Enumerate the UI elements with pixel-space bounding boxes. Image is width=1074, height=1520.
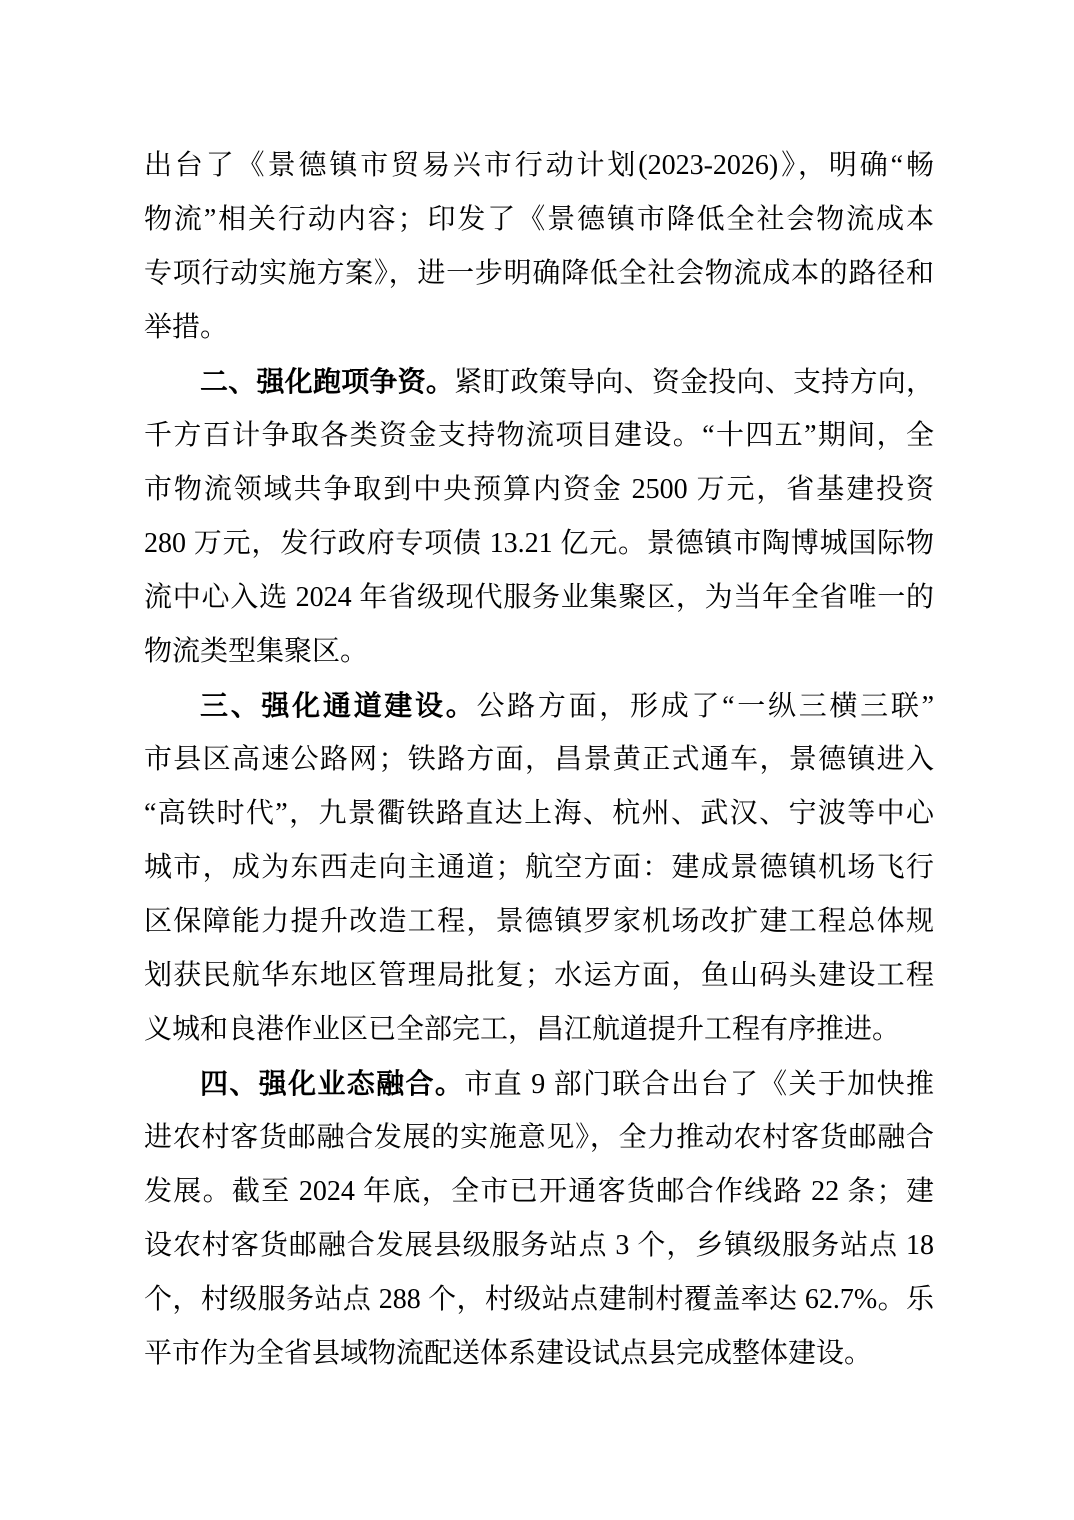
text-line: 千方百计争取各类资金支持物流项目建设。“十四五”期间，全 — [144, 420, 934, 451]
text-line: 市物流领域共争取到中央预算内资金 2500 万元，省基建投资 — [144, 474, 934, 505]
text-line: 物流”相关行动内容；印发了《景德镇市降低全社会物流成本 — [144, 204, 934, 235]
text-line: 专项行动实施方案》，进一步明确降低全社会物流成本的路径和 — [144, 258, 934, 289]
text-line: 进农村客货邮融合发展的实施意见》，全力推动农村客货邮融合 — [144, 1122, 934, 1153]
section-4-heading: 四、强化业态融合。 — [200, 1068, 465, 1099]
text-line: 280 万元，发行政府专项债 13.21 亿元。景德镇市陶博城国际物 — [144, 528, 934, 559]
text-line: 发展。截至 2024 年底，全市已开通客货邮合作线路 22 条；建 — [144, 1176, 934, 1207]
section-3-heading: 三、强化通道建设。 — [200, 690, 477, 721]
section-2-heading-rest: 紧盯政策导向、资金投向、支持方向， — [454, 367, 934, 398]
section-2-first-line — [144, 355, 934, 409]
text-line: 义城和良港作业区已全部完工，昌江航道提升工程有序推进。 — [144, 1014, 901, 1045]
text-line: 区保障能力提升改造工程，景德镇罗家机场改扩建工程总体规 — [144, 906, 934, 937]
text-line: “高铁时代”，九景衢铁路直达上海、杭州、武汉、宁波等中心 — [144, 798, 934, 829]
section-3-first-line — [144, 679, 934, 733]
text-line: 流中心入选 2024 年省级现代服务业集聚区，为当年全省唯一的 — [144, 582, 934, 613]
text-line: 划获民航华东地区管理局批复；水运方面，鱼山码头建设工程 — [144, 960, 934, 991]
text-line: 城市，成为东西走向主通道；航空方面：建成景德镇机场飞行 — [144, 852, 934, 883]
section-4-heading-rest: 市直 9 部门联合出台了《关于加快推 — [464, 1069, 934, 1100]
section-4-first-line — [144, 1057, 934, 1111]
text-line: 物流类型集聚区。 — [144, 636, 369, 667]
section-2-heading: 二、强化跑项争资。 — [200, 366, 455, 397]
text-line: 个，村级服务站点 288 个，村级站点建制村覆盖率达 62.7%。乐 — [144, 1284, 934, 1315]
text-line: 举措。 — [144, 312, 229, 343]
text-line: 设农村客货邮融合发展县级服务站点 3 个，乡镇级服务站点 18 — [144, 1230, 934, 1261]
section-3-heading-rest: 公路方面，形成了“一纵三横三联” — [476, 691, 934, 722]
document-body — [144, 139, 934, 1381]
text-line: 平市作为全省县域物流配送体系建设试点县完成整体建设。 — [144, 1338, 873, 1369]
text-line: 市县区高速公路网；铁路方面，昌景黄正式通车，景德镇进入 — [144, 744, 934, 775]
text-line: 出台了《景德镇市贸易兴市行动计划(2023-2026)》，明确“畅 — [144, 150, 934, 181]
